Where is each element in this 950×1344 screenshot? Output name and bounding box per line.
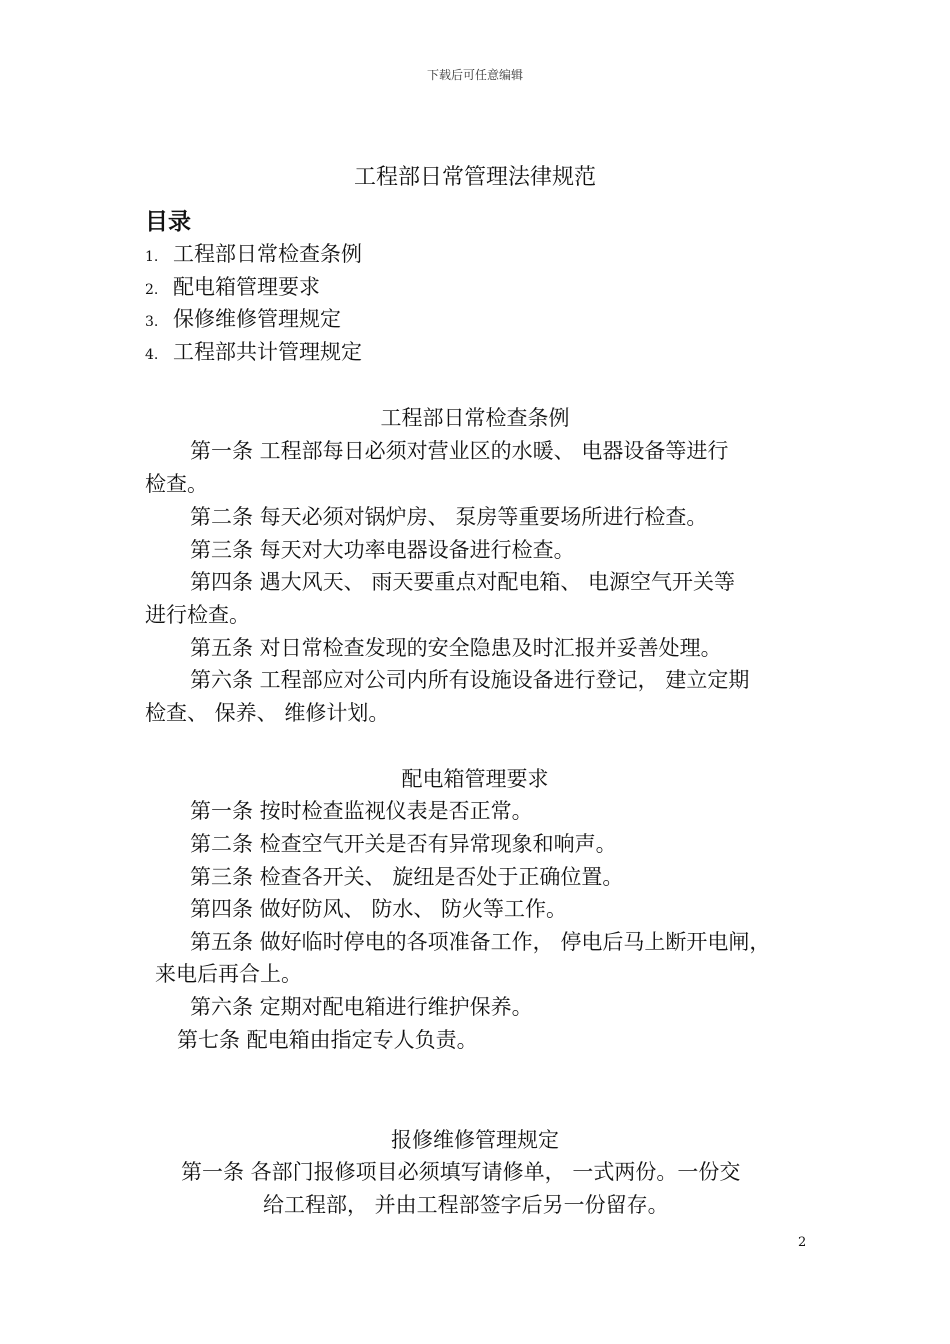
article-line: 第三条 检查各开关、 旋纽是否处于正确位置。 xyxy=(190,865,624,889)
toc-item xyxy=(145,303,341,333)
article-line: 来电后再合上。 xyxy=(155,962,302,986)
article-line: 第三条 每天对大功率电器设备进行检查。 xyxy=(190,538,575,562)
toc-item xyxy=(145,271,320,301)
article-line: 第七条 配电箱由指定专人负责。 xyxy=(177,1028,478,1052)
toc-item-label: 工程部共计管理规定 xyxy=(173,340,362,364)
article-line: 检查、 保养、 维修计划。 xyxy=(145,701,390,725)
article-line: 给工程部， 并由工程部签字后另一份留存。 xyxy=(263,1193,669,1217)
article-line: 第一条 工程部每日必须对营业区的水暖、 电器设备等进行 xyxy=(190,439,729,463)
toc-item-label: 保修维修管理规定 xyxy=(173,307,341,331)
toc-item xyxy=(145,336,362,366)
page-header: 下载后可任意编辑 xyxy=(426,68,523,82)
toc-item-number: 2. xyxy=(145,282,159,298)
article-line: 第五条 做好临时停电的各项准备工作， 停电后马上断开电闸， xyxy=(190,930,771,954)
toc-heading: 目录 xyxy=(145,209,191,235)
article-line: 第六条 工程部应对公司内所有设施设备进行登记， 建立定期 xyxy=(190,668,750,692)
section-title: 报修维修管理规定 xyxy=(391,1128,559,1152)
toc-item-number: 4. xyxy=(145,347,159,363)
article-line: 第二条 每天必须对锅炉房、 泵房等重要场所进行检查。 xyxy=(190,505,708,529)
toc-item-label: 工程部日常检查条例 xyxy=(173,242,362,266)
article-line: 第四条 做好防风、 防水、 防火等工作。 xyxy=(190,897,568,921)
section-title: 工程部日常检查条例 xyxy=(380,406,570,430)
article-line: 第六条 定期对配电箱进行维护保养。 xyxy=(190,995,533,1019)
article-line: 第二条 检查空气开关是否有异常现象和响声。 xyxy=(190,832,617,856)
article-line: 进行检查。 xyxy=(145,603,250,627)
document-title: 工程部日常管理法律规范 xyxy=(353,165,596,190)
section-title: 配电箱管理要求 xyxy=(401,767,549,791)
article-line: 第五条 对日常检查发现的安全隐患及时汇报并妥善处理。 xyxy=(190,636,722,660)
article-line: 检查。 xyxy=(145,472,208,496)
article-line: 第四条 遇大风天、 雨天要重点对配电箱、 电源空气开关等 xyxy=(190,570,736,594)
article-line: 第一条 各部门报修项目必须填写请修单， 一式两份。一份交 xyxy=(181,1160,741,1184)
article-line: 第一条 按时检查监视仪表是否正常。 xyxy=(190,799,533,823)
toc-item-number: 3. xyxy=(145,314,159,330)
page-number: 2 xyxy=(798,1235,807,1250)
toc-item-number: 1. xyxy=(145,249,159,265)
toc-item-label: 配电箱管理要求 xyxy=(173,275,320,299)
toc-item xyxy=(145,238,362,268)
